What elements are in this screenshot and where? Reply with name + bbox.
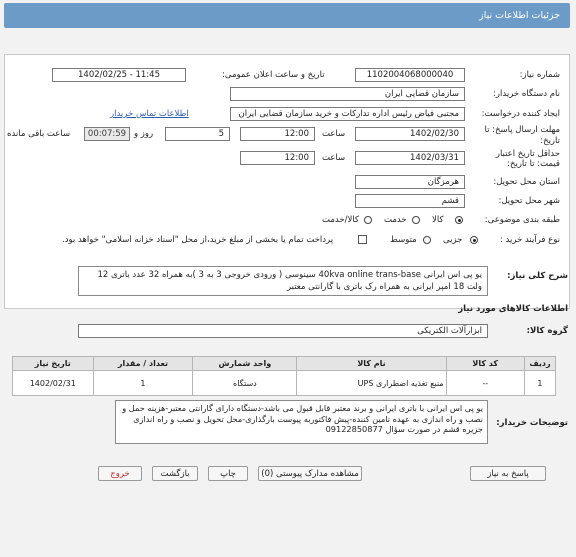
category-radio-goods[interactable] bbox=[455, 216, 463, 224]
validity-time-field: 12:00 bbox=[240, 151, 315, 165]
reply-button[interactable]: پاسخ به نیاز bbox=[470, 466, 546, 481]
remaining-label: ساعت باقی مانده bbox=[7, 129, 71, 139]
table-row bbox=[13, 371, 556, 396]
buyer-notes-box: یو پی اس ایرانی با باتری ایرانی و برند معتبر قابل قبول می باشد-دستگاه دارای گارانتی معتبر-هزینه حمل و نصب و راه اندازی به عهده تامین کننده-پیش فاکتوربه پیوست بارگذاری-محل تحویل و نصب و راه اندازی جزیره قشم در صورت سؤال 09122850877 bbox=[115, 400, 488, 444]
summary-box: یو پی اس ایرانی 40kva online trans-base سینوسی ( ورودی خروجی 3 به 3 )به همراه 32 عدد باتری 12 ولت 18 امپر ایرانی به همراه رک باتری با گارانتی معتبر bbox=[78, 266, 488, 296]
deadline-date-field: 1402/02/30 bbox=[355, 127, 465, 141]
goods-group-field: ابزارآلات الکتریکی bbox=[78, 324, 488, 338]
cell-qty: 1 bbox=[93, 371, 193, 396]
process-radio-medium[interactable] bbox=[423, 236, 431, 244]
days-label: روز و bbox=[134, 129, 154, 139]
category-option-goods-service: کالا/خدمت bbox=[322, 215, 359, 225]
view-attachments-button[interactable]: مشاهده مدارک پیوستی (0) bbox=[258, 466, 362, 481]
page-title-bar bbox=[4, 3, 570, 28]
city-field: قشم bbox=[355, 194, 465, 208]
goods-section-title: اطلاعات کالاهای مورد نیاز bbox=[458, 304, 568, 314]
col-qty: تعداد / مقدار bbox=[93, 357, 193, 371]
exit-button[interactable]: خروج bbox=[98, 466, 142, 481]
days-field: 5 bbox=[165, 127, 230, 141]
back-button[interactable]: بازگشت bbox=[152, 466, 198, 481]
category-option-service: خدمت bbox=[384, 215, 407, 225]
col-name: نام کالا bbox=[297, 357, 446, 371]
goods-group-label: گروه کالا: bbox=[526, 326, 568, 336]
creator-field: مجتبی فیاض رئیس اداره تدارکات و خرید سازمان قضایی ایران bbox=[230, 107, 465, 121]
buyer-org-field: سازمان قضایی ایران bbox=[230, 87, 465, 101]
col-date: تاریخ نیاز bbox=[13, 357, 94, 371]
deadline-label-2: تاریخ: bbox=[540, 136, 560, 146]
deadline-time-field: 12:00 bbox=[240, 127, 315, 141]
col-index: ردیف bbox=[524, 357, 555, 371]
validity-label-1: حداقل تاریخ اعتبار bbox=[495, 149, 560, 159]
cell-index: 1 bbox=[524, 371, 555, 396]
cell-unit: دستگاه bbox=[193, 371, 297, 396]
goods-table-header bbox=[13, 357, 556, 371]
announce-label: تاریخ و ساعت اعلان عمومی: bbox=[222, 70, 325, 80]
category-radio-service[interactable] bbox=[412, 216, 420, 224]
process-option-minor: جزیی bbox=[443, 235, 463, 245]
need-number-field: 1102004068000040 bbox=[355, 68, 465, 82]
buyer-contact-link[interactable]: اطلاعات تماس خریدار bbox=[110, 109, 189, 119]
col-code: کد کالا bbox=[446, 357, 524, 371]
page-title: جزئیات اطلاعات نیاز bbox=[479, 10, 560, 21]
category-radio-goods-service[interactable] bbox=[364, 216, 372, 224]
category-option-goods: کالا bbox=[432, 215, 444, 225]
cell-code: -- bbox=[446, 371, 524, 396]
col-unit: واحد شمارش bbox=[193, 357, 297, 371]
process-label: نوع فرآیند خرید : bbox=[499, 235, 560, 245]
deadline-label-1: مهلت ارسال پاسخ: تا bbox=[484, 125, 560, 135]
validity-label-2: قیمت: تا تاریخ: bbox=[507, 159, 560, 169]
buyer-notes-label: توضیحات خریدار: bbox=[496, 418, 568, 428]
validity-time-label: ساعت bbox=[322, 153, 346, 163]
province-field: هرمزگان bbox=[355, 175, 465, 189]
treasury-payment-checkbox[interactable] bbox=[358, 235, 367, 244]
announce-field: 1402/02/25 - 11:45 bbox=[52, 68, 186, 82]
need-number-label: شماره نیاز: bbox=[519, 70, 560, 80]
process-option-medium: متوسط bbox=[390, 235, 417, 245]
remaining-time-field: 00:07:59 bbox=[84, 127, 130, 141]
summary-label: شرح کلی نیاز: bbox=[507, 271, 568, 281]
goods-table bbox=[12, 356, 556, 396]
deadline-time-label: ساعت bbox=[322, 129, 346, 139]
cell-date: 1402/02/31 bbox=[13, 371, 94, 396]
province-label: استان محل تحویل: bbox=[493, 177, 560, 187]
process-radio-minor[interactable] bbox=[470, 236, 478, 244]
category-label: طبقه بندی موضوعی: bbox=[484, 215, 560, 225]
validity-date-field: 1402/03/31 bbox=[355, 151, 465, 165]
treasury-payment-note: پرداخت تمام یا بخشی از مبلغ خرید،از محل "اسناد خزانه اسلامی" خواهد بود. bbox=[62, 235, 334, 245]
print-button[interactable]: چاپ bbox=[208, 466, 248, 481]
cell-name: منبع تغذیه اضطراری UPS bbox=[297, 371, 446, 396]
city-label: شهر محل تحویل: bbox=[498, 196, 560, 206]
buyer-org-label: نام دستگاه خریدار: bbox=[493, 89, 560, 99]
creator-label: ایجاد کننده درخواست: bbox=[481, 109, 560, 119]
